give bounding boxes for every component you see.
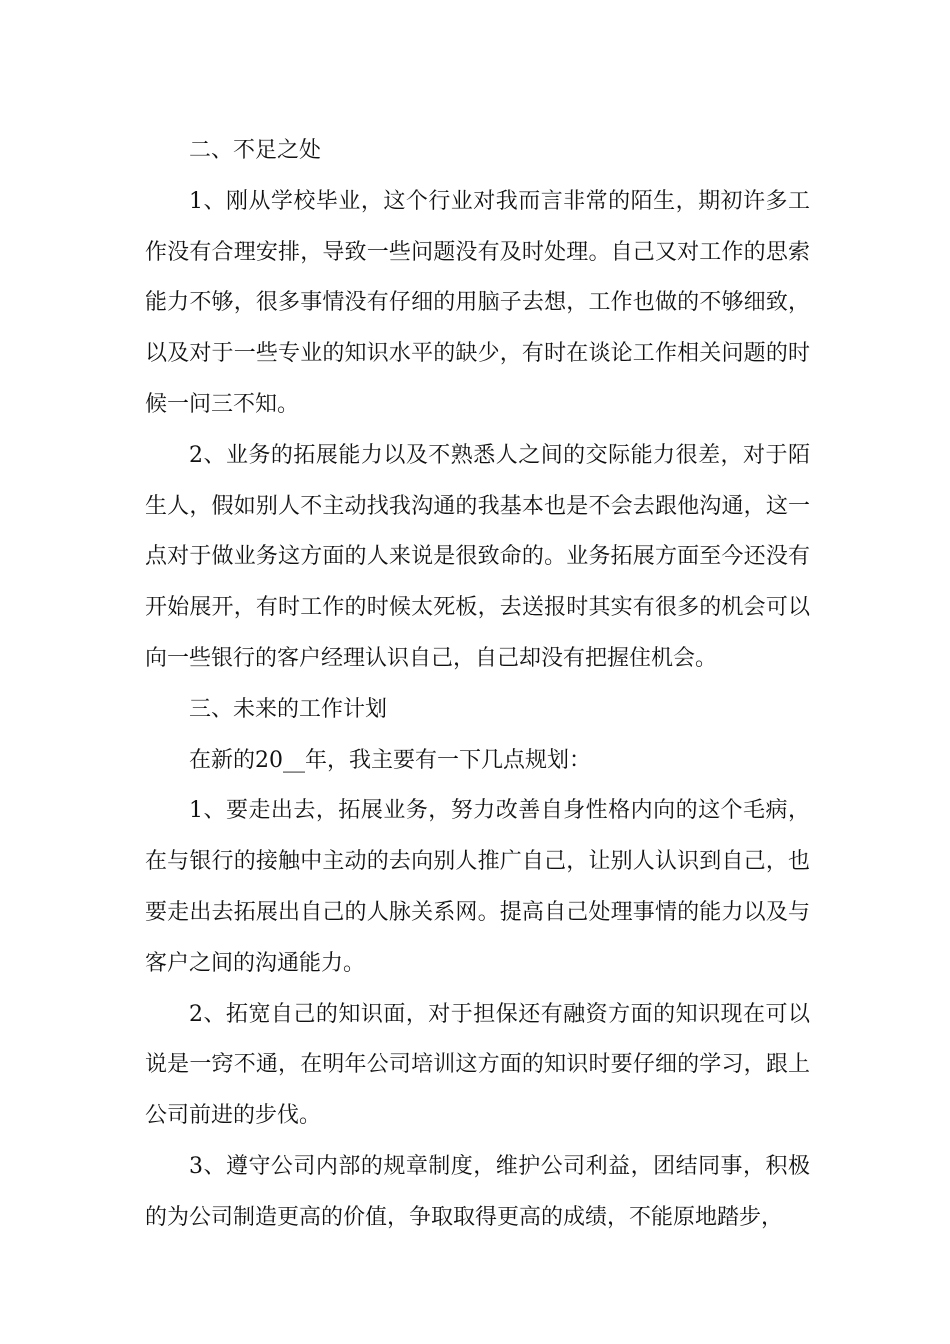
section-heading-shortcomings: 二、不足之处 [189, 138, 322, 163]
paragraph-plan-2: 2、拓宽自己的知识面，对于担保还有融资方面的知识现在可以说是一窍不通，在明年公司培训这方面的知识时要仔细的学习，跟上公司前进的步伐。 [145, 1001, 810, 1129]
paragraph-shortcoming-1: 1、刚从学校毕业，这个行业对我而言非常的陌生，期初许多工作没有合理安排，导致一些问题没有及时处理。自己又对工作的思索能力不够，很多事情没有仔细的用脑子去想，工作也做的不够细致，以及对于一些专业的知识水平的缺少，有时在谈论工作相关问题的时候一问三不知。 [145, 188, 810, 417]
section-heading-future-plan: 三、未来的工作计划 [189, 696, 388, 722]
document-body [145, 126, 810, 1244]
paragraph-plan-intro: 在新的20__年，我主要有一下几点规划： [189, 747, 591, 773]
paragraph-shortcoming-2: 2、业务的拓展能力以及不熟悉人之间的交际能力很差，对于陌生人，假如别人不主动找我沟通的我基本也是不会去跟他沟通，这一点对于做业务这方面的人来说是很致命的。业务拓展方面至今还没有开始展开，有时工作的时候太死板，去送报时其实有很多的机会可以向一些银行的客户经理认识自己，自己却没有把握住机会。 [145, 442, 810, 671]
paragraph-plan-1: 1、要走出去，拓展业务，努力改善自身性格内向的这个毛病，在与银行的接触中主动的去向别人推广自己，让别人认识到自己，也要走出去拓展出自己的人脉关系网。提高自己处理事情的能力以及与客户之间的沟通能力。 [145, 798, 810, 976]
paragraph-plan-3: 3、遵守公司内部的规章制度，维护公司利益，团结同事，积极的为公司制造更高的价值，争取取得更高的成绩，不能原地踏步， [145, 1153, 810, 1230]
